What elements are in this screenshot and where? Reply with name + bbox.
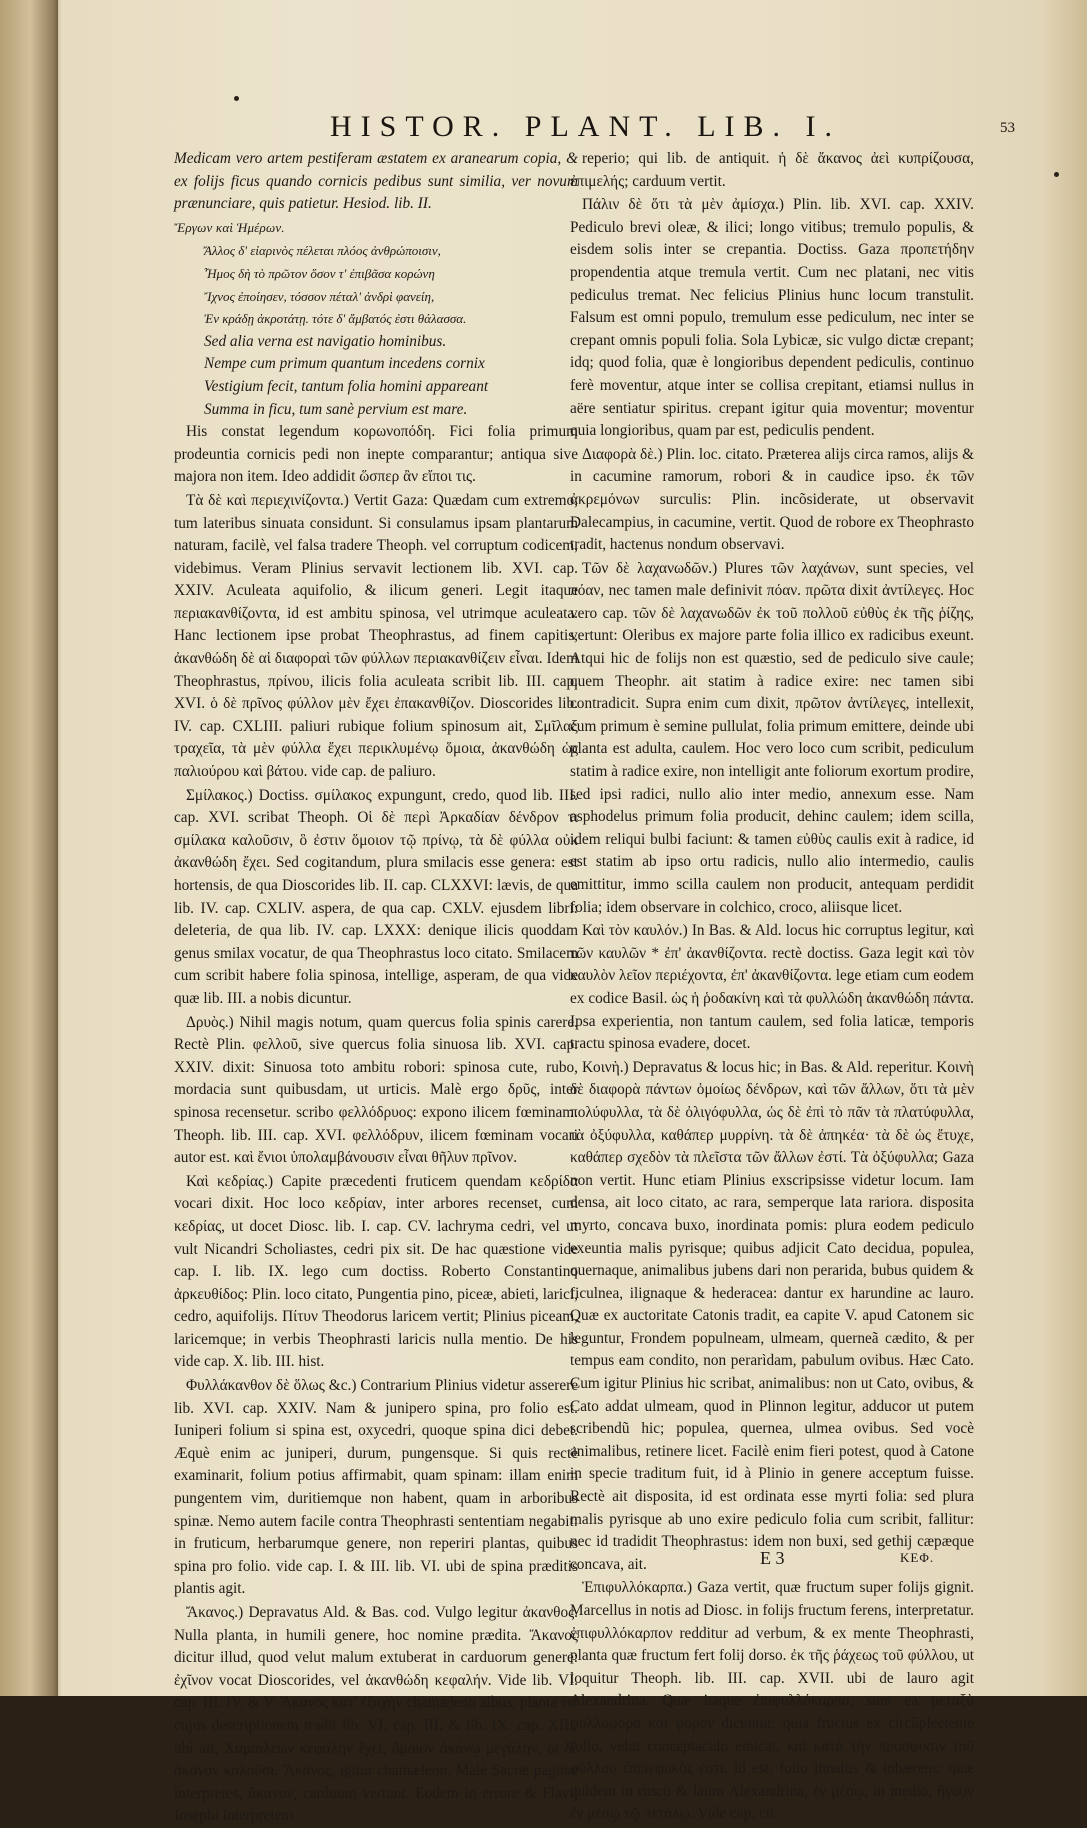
- paragraph: Καὶ τὸν καυλόν.) In Bas. & Ald. locus hic corruptus legitur, καὶ τῶν καυλῶν * ἐπ' ἀκανθίζοντα. rectè doctiss. Gaza legit καὶ τὸν καυλὸν λεῖον περιέχοντα, ἐπ' ἀκανθίζοντα. lege etiam cum eodem ex codice Basil. ὡς ἡ ῥοδακίνη καὶ τὰ φυλλώδη ἀκανθώδη πάντα. Ipsa experientia, non tantum caulem, sed folia laticæ, temporis tractu spinosa evadere, docet.: [570, 922, 974, 1053]
- paragraph: Καὶ κεδρίας.) Capite præcedenti fruticem quendam κεδρίδα vocari dixit. Hoc loco κεδρίαν, inter arbores recenset, cum κεδρίας, ut docet Diosc. lib. I. cap. CV. lachryma cedri, vel ut vult Nicandri Scholiastes, cedri pix sit. De hac quæstione vide cap. I. lib. IX. lego cum doctiss. Roberto Constantino ἀρκευθίδος: Plin. loco citato, Pungentia pino, piceæ, abieti, larici, cedro, aquifolijs. Πίτυν Theodorus laricem vertit; Plinius piceam, laricemque; in verbis Theophrasti laricis nulla mentio. De his vide cap. X. lib. III. hist.: [174, 1172, 578, 1371]
- paragraph: Διαφορὰ δὲ.) Plin. loc. citato. Præterea alijs circa ramos, alijs & in cacumine ramorum, robori & in caudice ipso. ἐκ τῶν ἀκρεμόνων surculis: Plin. incõsiderate, ut observavit Dalecampius, in cacumine, vertit. Quod de robore ex Theophrasto tradit, hactenus nondum observavi.: [570, 445, 974, 554]
- paragraph: reperio; qui lib. de antiquit. ἡ δὲ ἄκανος ἀεὶ κυπρίζουσα, ἐπιμελής; carduum vertit.: [570, 150, 974, 190]
- paragraph: Πάλιν δὲ ὅτι τὰ μὲν ἀμίσχα.) Plin. lib. XVI. cap. XXIV. Pediculo brevi oleæ, & ilici; longo vitibus; tremulo populis, & eisdem solis inter se crepantia. Doctiss. Gaza προπετήδην propendentia atque tremula vertit. Cum nec platani, nec vitis pediculus tremat. Nec felicius Plinius hunc locum transtulit. Falsum est omni populo, tremulum esse pediculum, nec inter se crepant omnis populi folia. Sola Lybicæ, sic vulgo dictæ crepant; idq; quod folia, quæ è longioribus dependent pediculis, continuo ferè moventur, atque inter se collisa crepitant, etiamsi nullus in aëre sentiatur spiritus. crepant igitur quia moventur; moventur quia longioribus, quam par est, pediculis pendent.: [570, 196, 974, 440]
- verse-line: Nempe cum primum quantum incedens cornix: [204, 355, 485, 373]
- page-footer: [570, 1548, 974, 1578]
- page-header: [330, 110, 1030, 150]
- catchword: ΚΕΦ.: [900, 1550, 935, 1565]
- left-column: [174, 148, 578, 1825]
- paragraph: Ἔργων καὶ Ἡμέρων.: [174, 219, 285, 235]
- paragraph: Κοινὴ.) Depravatus & locus hic; in Bas. & Ald. reperitur. Κοινὴ δὲ διαφορὰ πάντων ὁμοίως δένδρων, καὶ τῶν ἄλλων, ὅτι τὰ μὲν πολύφυλλα, τὰ δὲ ὀλιγόφυλλα, ὡς δὲ ἐπὶ τὸ πᾶν τὰ πλατύφυλλα, τὰ ὀξύφυλλα, καθάπερ μυρρίνη. τὰ δὲ ἀπηκέα· τὰ δὲ ὡς ἔτυχε, καθάπερ σχεδὸν τὰ πλεῖστα τῶν ἄλλων ἐστί. Τὰ ὀξύφυλλα; Gaza non vertit. Hunc etiam Plinius exscripsisse videtur locum. Iam densa, ait loco citato, ac rara, semperque lata rariora. disposita myrto, concava buxo, inordinata pomis: plura eodem pediculo exeuntia malis pyrisque; quibus adjicit Cato decidua, populea, quernaque, animalibus jubens dari non perarida, bubus quidem & ficulnea, ilignaque & hederacea: dantur ex harundine ac lauro. Quæ ex auctoritate Catonis tradit, ea capite V. apud Catonem sic leguntur, Frondem populneam, ulmeam, querneã cædito, & per tempus eam condito, non perarìdam, pabulum ovibus. Hæc Cato. Cum igitur Plinius hic scribat, animalibus: non ut Cato, ovibus, & Cato addat ulmeam, quod in Plinnon legitur, adducor ut putem scribendũ hic; populea, quernea, ulmea ovibus. Sed vocè animalibus, retinere licet. Facilè enim fieri potest, quod à Catone in specie traditum fuit, id à Plinio in genere acceptum fuisse. Rectè ait disposita, id est ordinata esse myrti folia: sed plura malis pyrisque ab uno exire pediculo folia cum scribit, fallitur: nec id tradidit Theophrastus: idem non buxi, sed gethij cæpæque concava, ait.: [570, 1058, 974, 1573]
- verse-line: Ἦμος δὴ τὸ πρῶτον ὅσον τ' ἐπιβᾶσα κορώνη: [204, 265, 435, 281]
- paragraph: Ἐπιφυλλόκαρπα.) Gaza vertit, quæ fructum super folijs gignit. Marcellus in notis ad Diosc. in folijs fructum ferens, interpretatur. ἐπιφυλλόκαρπον redditur ad verbum, & ex mente Theophrasti, planta quæ fructum fert folij dorso. ἐκ τῆς ῥάχεως τοῦ φύλλου, ut loquitur Theoph. lib. III. cap. XVII. ubi de lauro agit Alexandrina. Quæ itaque ἐπιφυλλόκαρπα, sunt ea μεταξὺ φυλλοφόρα καὶ φυρον dicuntur, quia fructus ex circũplectente folio, velut conceptaculo emicat, καὶ κατὰ τὴν προσφυσιν τοῦ φύλλου ἐπιπεφυκὸς ἐστι. id est, folio innatus & inhærens: quæ quidem in rusco & lauro Alexandrina, ἐν μέσῳ, in medio, ἤγουν ἐν μέσῳ τῷ πετάλῳ. Vide cap. cit.: [570, 1579, 974, 1823]
- verse-line: Ἴχνος ἐποίησεν, τόσσον πέταλ' ἀνδρὶ φανείη,: [204, 288, 435, 304]
- verse-line: Vestigium fecit, tantum folia homini appareant: [204, 377, 489, 395]
- paragraph: His constat legendum κορωνοπόδη. Fici folia primum prodeuntia cornicis pedi non inepte comparantur; antiqua sive majora non item. Ideo addidit ὥσπερ ἂν εἴποι τις.: [174, 423, 578, 486]
- verse-line: Ἐν κράδῃ ἀκροτάτῃ. τότε δ' ἄμβατός ἐστι θάλασσα.: [204, 311, 467, 327]
- signature-mark: E 3: [760, 1548, 785, 1568]
- paragraph: Δρυὸς.) Nihil magis notum, quam quercus folia spinis carere. Rectè Plin. φελλοῦ, sive quercus folia sinuosa lib. XVI. cap. XXIV. dixit: Sinuosa toto ambitu robori: spinosa cute, rubo, mordacia sunt quibusdam, ut urticis. Malè ergo δρῦς, inter spinosa recensetur. scribo φελλόδρυος: expono ilicem fœminam. Theoph. lib. III. cap. XVI. φελλόδρυν, ilicem fœminam vocari autor est. καὶ ἔνιοι ὑπολαμβάνουσιν εἶναι θῆλυν πρῖνον.: [174, 1013, 578, 1167]
- paragraph: Σμίλακος.) Doctiss. σμίλακος expungunt, credo, quod lib. III. cap. XVI. scribat Theoph. Οἱ δὲ περὶ Ἀρκαδίαν δένδρον τι σμίλακα καλοῦσιν, ὃ ἐστιν ὅμοιον τῷ πρίνῳ, τὰ δὲ φύλλα οὐκ ἀκανθώδη ἔχει. Sed cogitandum, plura smilacis esse genera: est hortensis, de qua Dioscorides lib. II. cap. CLXXVI: lævis, de qua lib. IV. cap. CXLIV. aspera, de qua cap. CXLV. ejusdem libri: deleteria, de qua lib. IV. cap. LXXX: denique ilicis quoddam genus smilax vocatur, de qua Theophrastus loco citato. Smilacem cum scribit habere folia spinosa, intellige, asperam, de qua vide quæ lib. III. a nobis dicuntur.: [174, 786, 578, 1007]
- page-number: 53: [1000, 120, 1015, 136]
- ink-spot: [234, 96, 239, 101]
- book-spine: [0, 0, 58, 1696]
- paragraph: Φυλλάκανθον δὲ ὅλως &c.) Contrarium Plinius videtur asserere lib. XVI. cap. XXIV. Nam & junipero spina, pro folio est. Iuniperi folium si spina est, oxycedri, quoque spina dici debet. Æquè enim ac juniperi, durum, pungensque. Si quis rectè examinarit, folium potius affirmabit, quam spinam: illam enim pungentem vim, duritiemque non habent, quam in arboribus spinæ. Nemo autem facile contra Theophrasti sententiam negabit: in fruticum, herbarumque genere, non reperiri plantas, quibus spina pro folio. vide cap. I. & III. lib. VI. ubi de spina præditis plantis agit.: [174, 1377, 578, 1598]
- running-title: HISTOR. PLANT. LIB. I.: [330, 110, 842, 143]
- paragraph: Τῶν δὲ λαχανωδῶν.) Plures τῶν λαχάνων, sunt species, vel πόαν, nec tamen male definivit πόαν. πρῶτα dixit ἀντίλεγες. Hoc vero cap. τῶν δὲ λαχανωδῶν ἐκ τοῦ πολλοῦ εὐθὺς ἐκ τῆς ῥίζης, vertunt: Oleribus ex majore parte folia illico ex radicibus exeunt. Atqui hic de folijs non est quæstio, sed de pediculo sive caule; quem Theophr. ait statim à radice exire: nec tamen sibi contradicit. Supra enim cum dixit, πρῶτον ἀντίλεγες, intellexit, cum primum è semine pullulat, folia primum emittere, deinde ubi planta est adulta, caulem. Hoc vero loco cum scribit, pediculum statim à radice exire, non intelligit ante foliorum exortum prodire, sed ipsi radici, nullo alio inter medio, annexum esse. Nam asphodelus primum folia producit, dehinc caulem; idem scilla, idem reliqui bulbi faciunt: & tamen εὐθὺς caulis exit à radice, id est statim ab ipso ortu radicis, nullo alio intermedio, caulis emittitur, immo scilla caulem non producit, antequam perdidit folia; idem observare in colchico, croco, aliisque licet.: [570, 559, 974, 916]
- paragraph: Τὰ δὲ καὶ περιεχινίζοντα.) Vertit Gaza: Quædam cum extremo, tum lateribus sinuata considunt. Si consulamus ipsam plantarum naturam, facilè, vel falsa tradere Theoph. vel corruptum codicem, videbimus. Veram Plinius servavit lectionem lib. XVI. cap. XXIV. Aculeata aquifolio, & ilicum generi. Legit itaque περιακανθίζοντα, id est ambitu spinosa, vel utrimque aculeata. Hanc lectionem ipse probat Theophrastus, ad finem capitis, ἀκανθώδη δὲ αἱ διαφοραὶ τῶν φύλλων περιακανθίζειν εἶναι. Idem Theophrastus, πρίνου, ilicis folia aculeata scribit lib. III. cap. XVI. ὁ δὲ πρῖνος φύλλον μὲν ἔχει ἐπακανθίζον. Dioscorides lib. IV. cap. CXLIII. paliuri rubique folium spinosum ait, Σμῖλαξ τραχεῖα, τὰ μὲν φύλλα ἔχει περικλυμένῳ ὅμοια, ἀκανθώδη ὡς παλιούρου καὶ βάτου. vide cap. de paliuro.: [174, 491, 578, 781]
- ink-spot: [1054, 172, 1059, 177]
- paragraph: Medicam vero artem pestiferam æstatem ex aranearum copia, & ex folijs ficus quando cornicis pedibus sunt similia, ver novum prænunciare, quis patietur. Hesiod. lib. II.: [174, 150, 578, 213]
- verse-line: Sed alia verna est navigatio hominibus.: [204, 332, 447, 350]
- paragraph: Ἄκανος.) Depravatus Ald. & Bas. cod. Vulgo legitur ἀκανθος. Nulla planta, in humili genere, hoc nomine prædita. Ἄκανος dicitur illud, quod velut malum extuberat in carduorum genere: ἐχῖνον vocat Dioscorides, vel ἀκανθώδη κεφαλήν. Vide lib. VI. cap. III. IV. & V. Ἄκανος κατ' ἐξοχὴν chamæleon albus, planta est cujus descriptionem tradit lib. VI. cap. III. & lib. IX. cap. XIII. ubi ait, Χαμαιλέων κεφαλὴν ἔχει, ὅμοιον ἀκάνῳ μεγάλην, οἱ δὲ ἀκανον καλοῦσι. Ἄκανος, igitur chamæleon. Malè Sacræ paginæ interpretes, ἄκανον, carduum vertunt. Eodem in errore & Flavij Iosephi interpretem: [174, 1604, 578, 1825]
- verse-line: Ἄλλος δ' εἰαρινὸς πέλεται πλόος ἀνθρώποισιν,: [204, 243, 441, 259]
- verse-line: Summa in ficu, tum sanè pervium est mare.: [204, 400, 468, 418]
